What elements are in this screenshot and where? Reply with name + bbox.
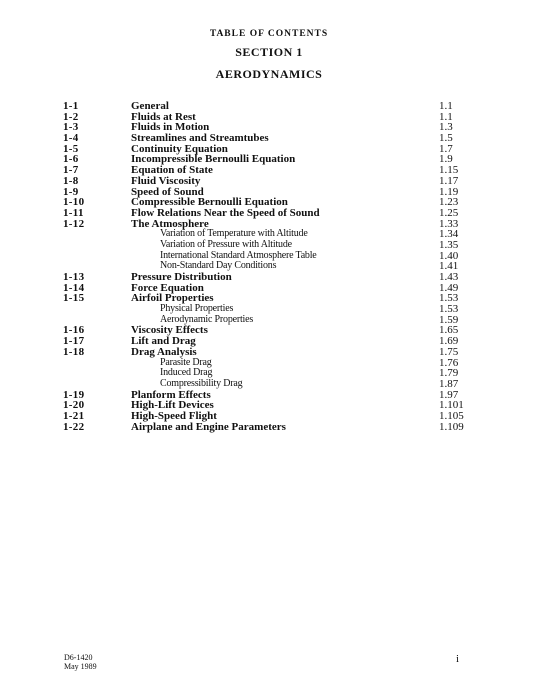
toc-list (0, 101, 538, 432)
entry-title: Fluids at Rest (131, 110, 196, 123)
entry-page: 1.1 (439, 100, 453, 112)
entry-number: 1-1 (63, 100, 79, 112)
entry-page: 1.23 (439, 196, 459, 209)
entry-page: 1.101 (439, 399, 464, 412)
entry-number: 1-18 (63, 345, 85, 358)
entry-title: Planform Effects (131, 388, 211, 401)
entry-title: High-Lift Devices (131, 399, 214, 412)
entry-page: 1.53 (439, 303, 459, 316)
entry-title: Fluids in Motion (131, 121, 210, 134)
toc-entry (0, 122, 538, 133)
toc-entry (0, 133, 538, 144)
entry-page: 1.7 (439, 142, 453, 155)
entry-title: Viscosity Effects (131, 324, 208, 337)
entry-number: 1-14 (63, 281, 85, 294)
entry-page: 1.1 (439, 110, 453, 123)
entry-page: 1.109 (439, 420, 464, 433)
entry-title: Induced Drag (160, 367, 213, 379)
entry-number: 1-9 (63, 185, 79, 198)
entry-title: General (131, 100, 169, 112)
entry-title: Incompressible Bernoulli Equation (131, 153, 296, 166)
entry-title: Variation of Pressure with Altitude (160, 238, 292, 250)
entry-page: 1.75 (439, 345, 459, 358)
entry-title: Equation of State (131, 164, 213, 177)
entry-number: 1-12 (63, 217, 85, 230)
toc-subentry (0, 379, 538, 390)
entry-number: 1-2 (63, 110, 79, 123)
entry-title: Airplane and Engine Parameters (131, 420, 286, 433)
entry-page: 1.69 (439, 335, 459, 348)
entry-page: 1.41 (439, 260, 459, 273)
entry-page: 1.79 (439, 367, 459, 380)
entry-number: 1-6 (63, 153, 79, 166)
entry-number: 1-4 (63, 132, 79, 145)
entry-page: 1.15 (439, 164, 459, 177)
entry-page: 1.43 (439, 271, 459, 283)
entry-page: 1.97 (439, 388, 459, 401)
entry-number: 1-19 (63, 388, 85, 401)
toc-entry (0, 208, 538, 219)
entry-page: 1.53 (439, 292, 459, 305)
entry-page: 1.65 (439, 324, 459, 337)
entry-title: Compressibility Drag (160, 377, 243, 389)
entry-title: High-Speed Flight (131, 409, 217, 422)
entry-page: 1.76 (439, 356, 459, 369)
entry-title: Aerodynamic Properties (160, 313, 254, 325)
entry-page: 1.25 (439, 206, 459, 219)
entry-number: 1-17 (63, 335, 85, 348)
entry-number: 1-5 (63, 142, 79, 155)
entry-title: International Standard Atmosphere Table (160, 249, 317, 261)
entry-title: Physical Properties (160, 303, 234, 315)
toc-entry (0, 422, 538, 433)
section-title: AERODYNAMICS (215, 67, 323, 81)
toc-entry (0, 101, 538, 112)
entry-number: 1-20 (63, 399, 85, 412)
entry-page: 1.19 (439, 185, 459, 198)
page-number: i (456, 653, 460, 665)
toc-entry (0, 112, 538, 123)
entry-number: 1-11 (63, 206, 84, 219)
toc-entry (0, 347, 538, 358)
entry-title: Continuity Equation (131, 142, 228, 155)
entry-title: Airfoil Properties (131, 292, 214, 305)
entry-page: 1.35 (439, 238, 459, 251)
entry-number: 1-8 (63, 174, 79, 187)
entry-page: 1.9 (439, 153, 453, 166)
entry-number: 1-7 (63, 164, 79, 177)
entry-title: The Atmosphere (131, 217, 209, 230)
entry-title: Variation of Temperature with Altitude (160, 228, 308, 240)
entry-number: 1-3 (63, 121, 79, 134)
entry-title: Flow Relations Near the Speed of Sound (131, 206, 320, 219)
entry-number: 1-15 (63, 292, 85, 305)
entry-number: 1-13 (63, 271, 85, 283)
toc-entry (0, 176, 538, 187)
entry-title: Non-Standard Day Conditions (160, 260, 277, 272)
entry-title: Compressible Bernoulli Equation (131, 196, 288, 209)
section-heading: SECTION 1 (235, 45, 303, 59)
entry-title: Fluid Viscosity (131, 174, 201, 187)
entry-title: Speed of Sound (131, 185, 204, 198)
entry-page: 1.49 (439, 281, 459, 294)
entry-title: Parasite Drag (160, 356, 212, 368)
toc-heading: TABLE OF CONTENTS (209, 29, 329, 39)
entry-title: Force Equation (131, 281, 204, 294)
entry-title: Pressure Distribution (131, 271, 232, 283)
entry-page: 1.3 (439, 121, 453, 134)
entry-page: 1.87 (439, 377, 459, 390)
entry-number: 1-22 (63, 420, 85, 433)
entry-page: 1.34 (439, 228, 459, 241)
entry-page: 1.105 (439, 409, 464, 422)
entry-title: Streamlines and Streamtubes (131, 132, 269, 145)
entry-page: 1.33 (439, 217, 459, 230)
entry-number: 1-10 (63, 196, 85, 209)
entry-title: Lift and Drag (131, 335, 196, 348)
entry-page: 1.5 (439, 132, 453, 145)
document-date: May 1989 (64, 662, 97, 671)
entry-title: Drag Analysis (131, 345, 197, 358)
entry-page: 1.59 (439, 313, 459, 326)
entry-number: 1-21 (63, 409, 85, 422)
entry-page: 1.40 (439, 249, 459, 262)
document-number: D6-1420 (64, 653, 93, 662)
entry-number: 1-16 (63, 324, 85, 337)
entry-page: 1.17 (439, 174, 459, 187)
